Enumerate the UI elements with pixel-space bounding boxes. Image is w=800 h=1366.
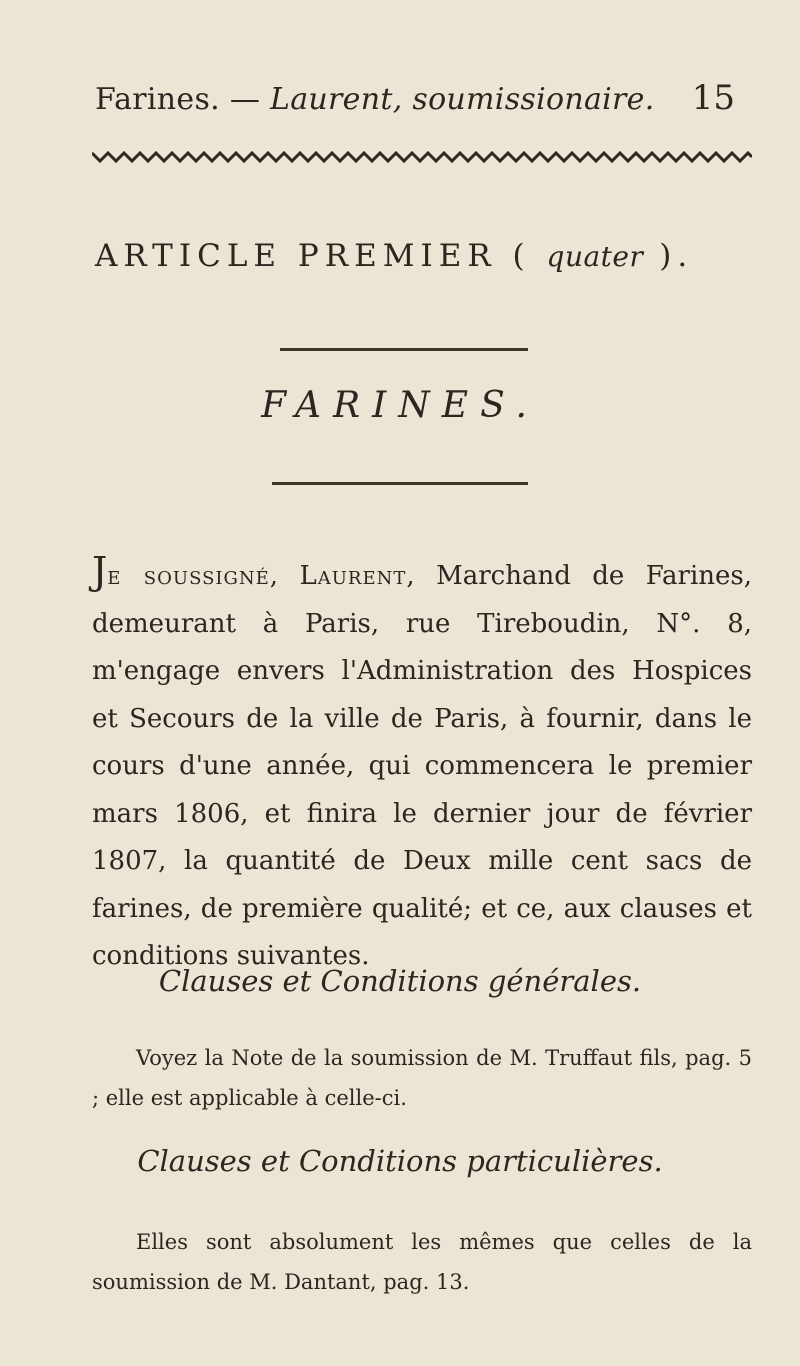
lead-smallcaps: e soussigné: [107, 561, 270, 591]
subheading-particular-clauses: Clauses et Conditions particulières.: [137, 1144, 663, 1178]
note-general-clauses: Voyez la Note de la soumission de M. Truffaut fils, pag. 5 ; elle est applicable à celle-ci.: [92, 1046, 752, 1110]
ornamental-border: [92, 150, 752, 164]
article-heading: [95, 238, 755, 274]
page-number: 15: [691, 78, 735, 118]
note-particular-clauses: Elles sont absolument les mêmes que celles de la soumission de M. Dantant, pag. 13.: [92, 1230, 752, 1294]
header-title: [95, 82, 655, 117]
section-title: FARINES.: [261, 385, 539, 426]
body-paragraph: [92, 548, 752, 981]
drop-cap: J: [92, 549, 108, 593]
article-qualifier: quater: [546, 240, 644, 273]
header-left-text: Farines. —: [95, 82, 261, 117]
article-close-paren: ).: [659, 238, 694, 274]
running-header: [95, 72, 735, 132]
subheading-general-clauses: Clauses et Conditions générales.: [158, 964, 642, 998]
name-smallcaps: Laurent: [299, 561, 407, 591]
divider-rule-top: [280, 348, 528, 351]
divider-rule-bottom: [272, 482, 528, 485]
paragraph-text: , Marchand de Farines, demeurant à Paris, rue Tireboudin, N°. 8, m'engage envers l'Administration des Hospices et Secours de la ville de Paris, à fournir, dans le cours d'une année, qui commencera le premier mars 1806, et finira le dernier jour de février 1807, la quantité de Deux mille cent sacs de farines, de première qualité; et ce, aux clauses et conditions suivantes.: [92, 561, 752, 971]
article-open-paren: (: [512, 238, 531, 274]
separator: ,: [269, 561, 300, 591]
header-italic-text: Laurent, soumissionaire.: [270, 82, 655, 117]
article-title: ARTICLE PREMIER: [95, 238, 497, 274]
